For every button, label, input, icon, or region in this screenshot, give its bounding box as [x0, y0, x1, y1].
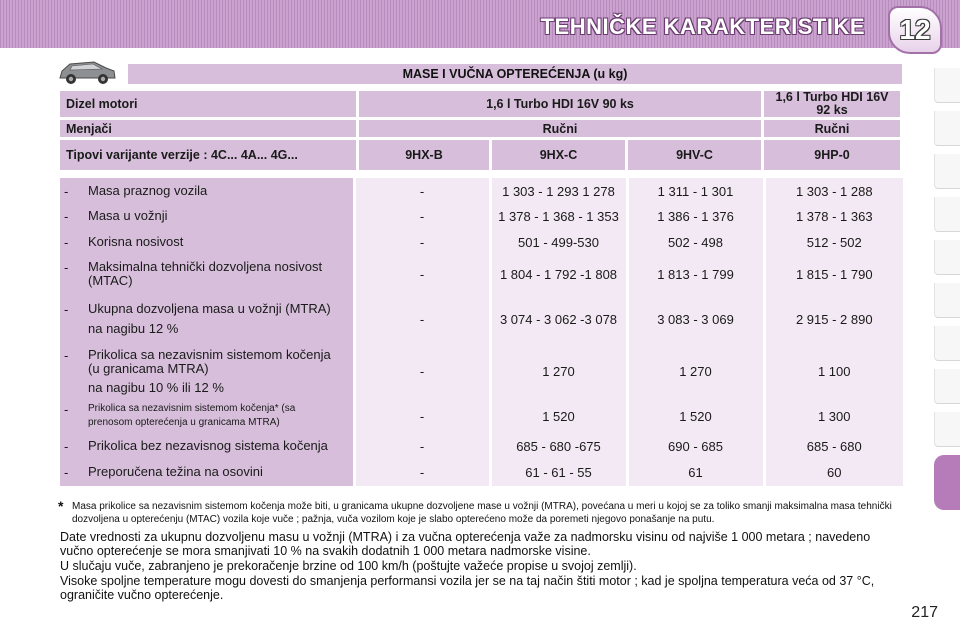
side-tab[interactable] — [934, 240, 960, 275]
side-tab[interactable] — [934, 326, 960, 361]
row-value: 1 520 — [490, 398, 627, 434]
row-value: - — [354, 204, 490, 229]
row-label-cell — [60, 293, 354, 345]
spec-header-table — [57, 88, 903, 173]
row-label-cell — [60, 398, 354, 434]
row-value: 60 — [764, 459, 903, 486]
table-row — [60, 204, 903, 229]
row-value: 1 804 - 1 792 -1 808 — [490, 255, 627, 293]
row-value: 2 915 - 2 890 — [764, 293, 903, 345]
row-value: 690 - 685 — [627, 434, 764, 459]
row-dash: - — [64, 465, 69, 480]
row-label: Ukupna dozvoljena masa u vožnji (MTRA) — [88, 301, 331, 316]
row-dash: - — [64, 439, 69, 454]
row-value: 1 815 - 1 790 — [764, 255, 903, 293]
row-label: Prikolica sa nezavisnim sistemom kočenja (u granicama MTRA) — [88, 347, 331, 376]
engine-label: Dizel motori — [60, 91, 356, 117]
side-tab[interactable] — [934, 283, 960, 318]
paragraph-temperature: Visoke spoljne temperature mogu dovesti do smanjenja performansi vozila jer se na taj način štiti motor ; kad je spoljna temperatura veća od 37 °C, ograničite vučno opterećenje. — [60, 574, 875, 602]
section-title: MASE I VUČNA OPTEREĆENJA (u kg) — [128, 64, 902, 84]
row-value: 1 386 - 1 376 — [627, 204, 764, 229]
table-row — [60, 398, 903, 434]
row-dash: - — [64, 209, 69, 224]
row-value: 1 311 - 1 301 — [627, 178, 764, 204]
row-value: 1 270 — [627, 345, 764, 398]
row-value: 1 100 — [764, 345, 903, 398]
side-tab-active-chapter[interactable] — [934, 455, 960, 510]
row-dash: - — [64, 260, 69, 275]
gearbox-90: Ručni — [359, 120, 761, 137]
row-value: 3 083 - 3 069 — [627, 293, 764, 345]
row-label: Maksimalna tehnički dozvoljena nosivost (MTAC) — [88, 259, 323, 288]
row-value: - — [354, 459, 490, 486]
row-dash: - — [64, 348, 69, 363]
row-sublabel: na nagibu 10 % ili 12 % — [88, 380, 224, 395]
row-value: - — [354, 293, 490, 345]
row-label: Preporučena težina na osovini — [88, 464, 263, 479]
engine-90-label: 1,6 l Turbo HDI 16V 90 ks — [359, 91, 761, 117]
row-value: 1 300 — [764, 398, 903, 434]
row-value: - — [354, 229, 490, 255]
row-value: 3 074 - 3 062 -3 078 — [490, 293, 627, 345]
row-dash: - — [64, 402, 69, 417]
row-value: 61 - 61 - 55 — [490, 459, 627, 486]
side-tabs — [934, 68, 960, 518]
table-row — [60, 178, 903, 204]
row-value: 1 303 - 1 288 — [764, 178, 903, 204]
row-value: 502 - 498 — [627, 229, 764, 255]
table-row — [60, 255, 903, 293]
table-row — [60, 229, 903, 255]
row-label-cell — [60, 459, 354, 486]
paragraph-altitude: Date vrednosti za ukupnu dozvoljenu masu u vožnji (MTRA) i za vučna opterećenja važe za nadmorsku visinu od najviše 1 000 metara ; navedeno vučno opterećenje se mora smanjivati 10 % na svakih dodatnih 1 000 metara nadmorske visine. — [60, 530, 871, 558]
engine-92-label: 1,6 l Turbo HDI 16V 92 ks — [764, 91, 900, 117]
row-dash: - — [64, 302, 69, 317]
row-value: 512 - 502 — [764, 229, 903, 255]
row-value: 1 270 — [490, 345, 627, 398]
car-icon — [56, 58, 118, 86]
row-label-cell — [60, 255, 354, 293]
page-title: TEHNIČKE KARAKTERISTIKE — [540, 14, 865, 39]
row-value: - — [354, 398, 490, 434]
table-row — [60, 293, 903, 345]
paragraph-speed: U slučaju vuče, zabranjeno je prekoračenje brzine od 100 km/h (poštujte važeće propise u svojoj zemlji). — [60, 559, 637, 573]
side-tab[interactable] — [934, 197, 960, 232]
row-label-cell — [60, 204, 354, 229]
side-tab[interactable] — [934, 68, 960, 103]
chapter-badge: 12 — [888, 6, 942, 54]
page-number: 217 — [911, 604, 938, 621]
table-row — [60, 459, 903, 486]
side-tab[interactable] — [934, 111, 960, 146]
variant-col: 9HV-C — [628, 140, 761, 170]
row-label-cell — [60, 229, 354, 255]
row-label: Masa u vožnji — [88, 208, 168, 223]
side-tab[interactable] — [934, 369, 960, 404]
variant-col: 9HX-C — [492, 140, 625, 170]
row-value: 1 378 - 1 363 — [764, 204, 903, 229]
variant-col: 9HP-0 — [764, 140, 900, 170]
row-label: Masa praznog vozila — [88, 182, 208, 198]
row-value: 501 - 499-530 — [490, 229, 627, 255]
table-row — [60, 434, 903, 459]
row-label: Prikolica bez nezavisnog sistema kočenja — [88, 438, 328, 453]
row-value: 1 303 - 1 293 1 278 — [490, 178, 627, 204]
row-value: 685 - 680 — [764, 434, 903, 459]
row-label: Korisna nosivost — [88, 233, 184, 249]
row-value: 685 - 680 -675 — [490, 434, 627, 459]
gearbox-92: Ručni — [764, 120, 900, 137]
side-tab[interactable] — [934, 154, 960, 189]
row-value: 1 520 — [627, 398, 764, 434]
row-label: Prikolica sa nezavisnim sistemom kočenja* (sa prenosom opterećenja u granicama MTRA) — [88, 403, 296, 428]
footnote — [58, 500, 908, 526]
row-label-cell — [60, 345, 354, 398]
row-sublabel: na nagibu 12 % — [88, 321, 179, 336]
row-value: - — [354, 434, 490, 459]
row-dash: - — [64, 234, 69, 250]
row-dash: - — [64, 183, 69, 199]
row-label-cell — [60, 178, 354, 204]
row-value: 1 378 - 1 368 - 1 353 — [490, 204, 627, 229]
row-value: - — [354, 178, 490, 204]
row-value: - — [354, 255, 490, 293]
row-value: 61 — [627, 459, 764, 486]
footnote-star: * — [58, 498, 64, 514]
footnote-text: Masa prikolice sa nezavisnim sistemom kočenja može biti, u granicama ukupne dozvoljene mase u vožnji (MTRA), povećana u meri u kojoj se za toliko smanji maksimalna masa tehnički dozvoljena u opterećenju (MTAC) vozila koje vuče ; pažnja, vuča vozilom koje je slabo opterećeno može da poremeti njegovo ponašanje na putu. — [72, 501, 892, 525]
row-value: 1 813 - 1 799 — [627, 255, 764, 293]
variant-label: Tipovi varijante verzije : 4C... 4A... 4G... — [60, 140, 356, 170]
row-value: - — [354, 345, 490, 398]
side-tab[interactable] — [934, 412, 960, 447]
table-row — [60, 345, 903, 398]
variant-col: 9HX-B — [359, 140, 489, 170]
mass-data-table — [60, 178, 903, 486]
row-label-cell — [60, 434, 354, 459]
gearbox-label: Menjači — [60, 120, 356, 137]
